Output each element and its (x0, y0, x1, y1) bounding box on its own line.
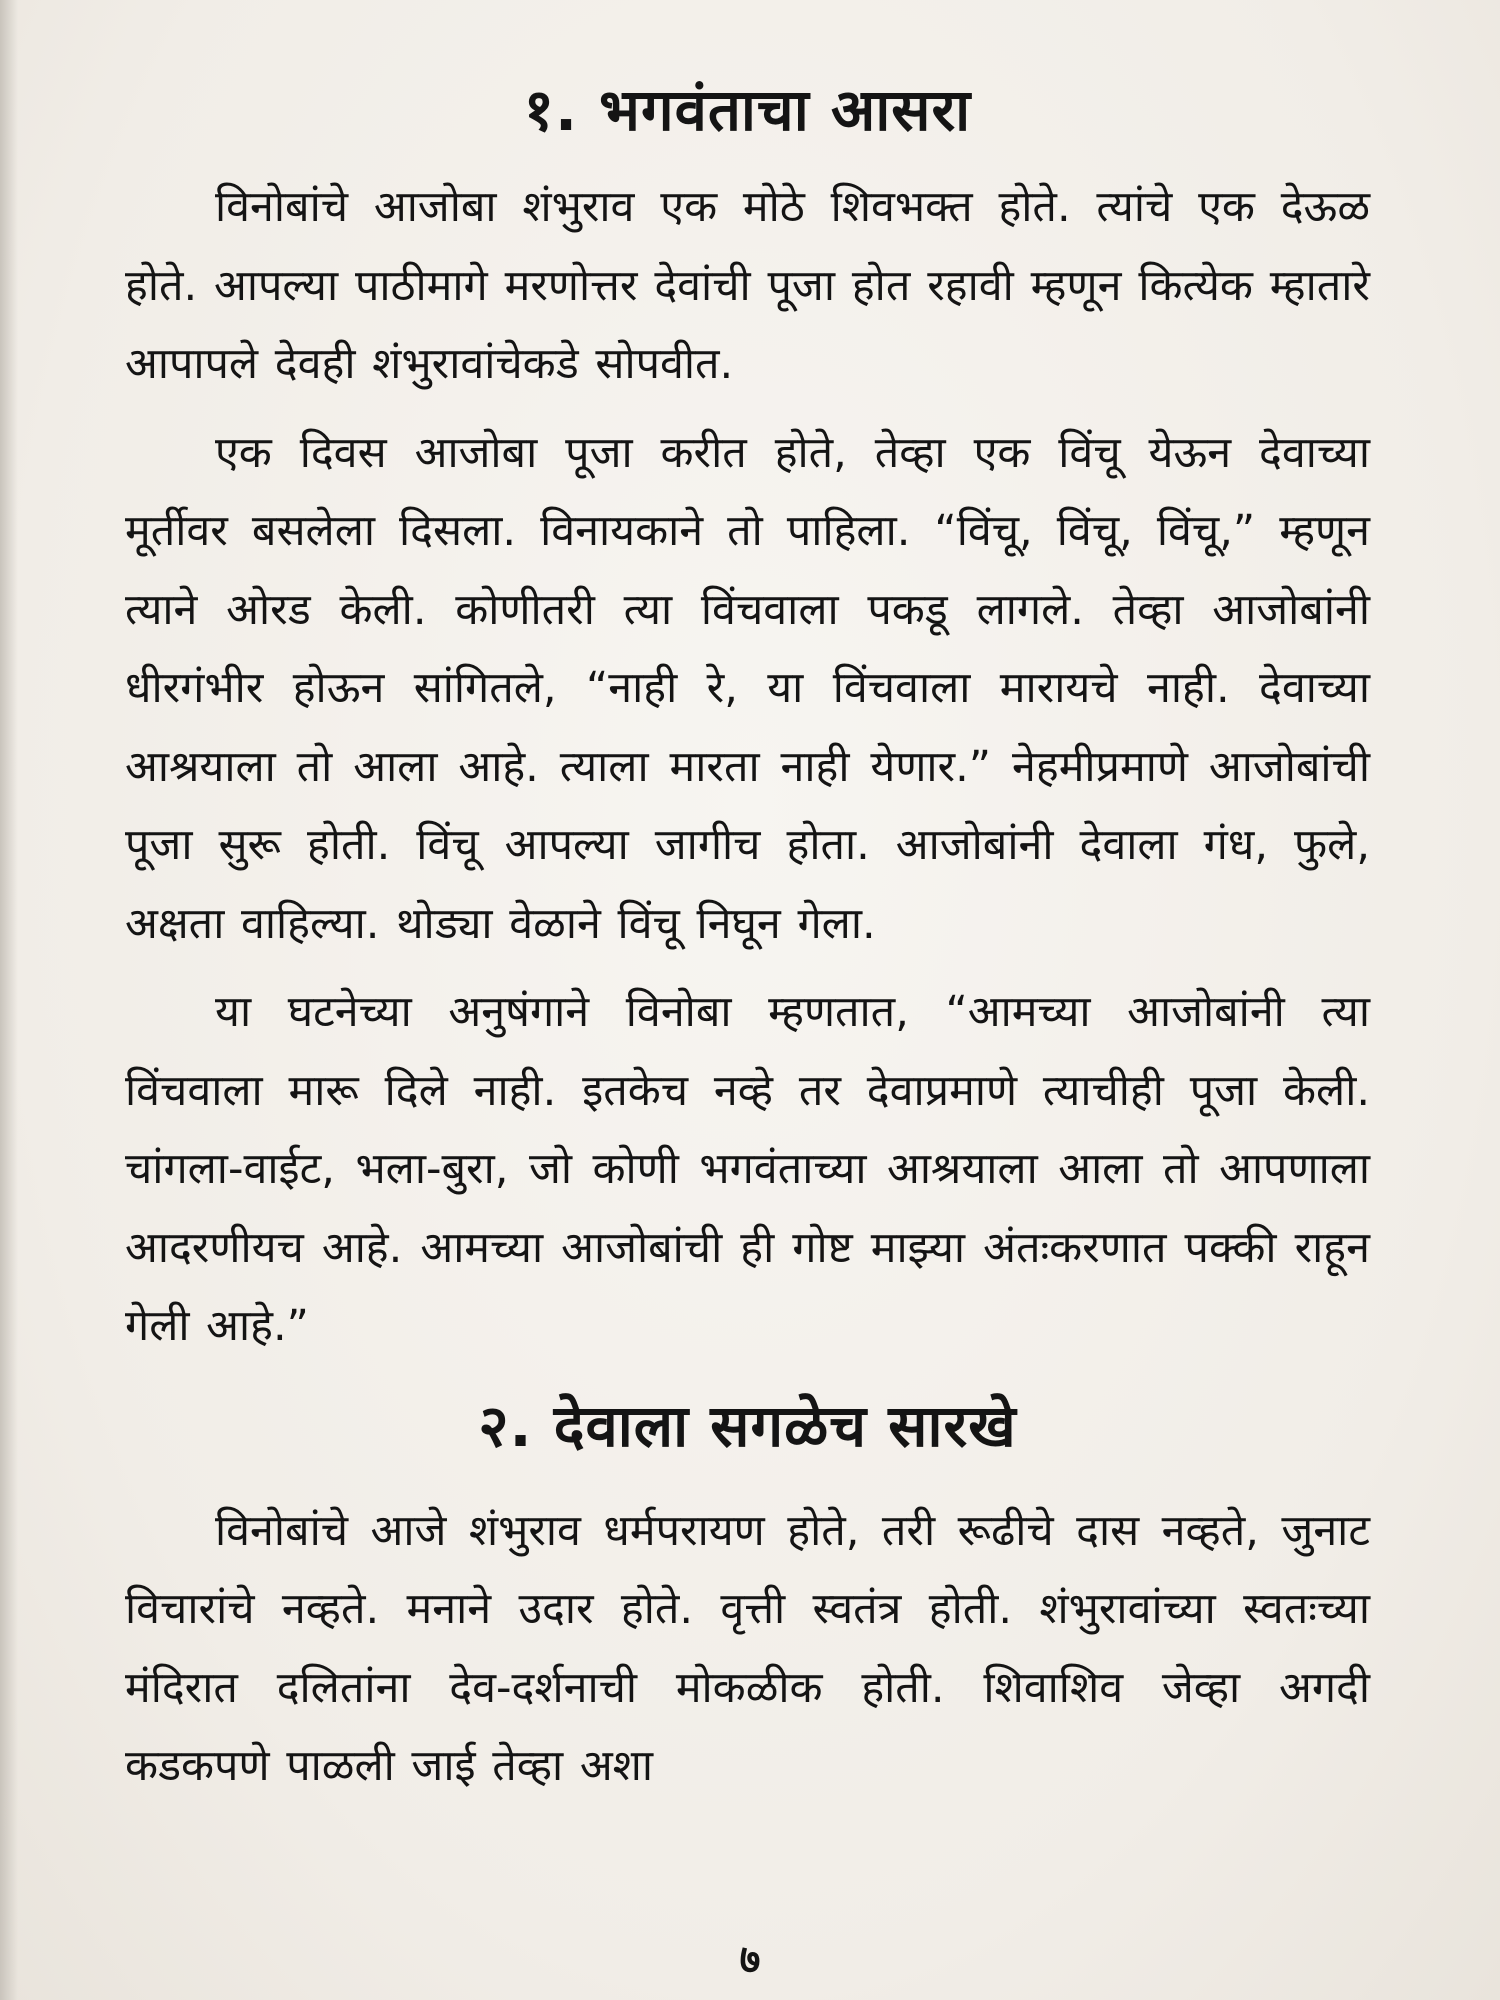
chapter-1-paragraph-1: विनोबांचे आजोबा शंभुराव एक मोठे शिवभक्त होते. त्यांचे एक देऊळ होते. आपल्या पाठीमागे मरणोत्तर देवांची पूजा होत रहावी म्हणून कित्येक म्हातारे आपापले देवही शंभुरावांचेकडे सोपवीत. (125, 182, 1370, 389)
page-content (125, 70, 1370, 1816)
page-edge-shadow (0, 0, 18, 2000)
page-number: ७ (739, 1937, 761, 1983)
chapter-1-heading: १. भगवंताचा आसरा (523, 76, 972, 144)
chapter-2-paragraph-1: विनोबांचे आजे शंभुराव धर्मपरायण होते, तरी रूढीचे दास नव्हते, जुनाट विचारांचे नव्हते. मनाने उदार होते. वृत्ती स्वतंत्र होती. शंभुरावांच्या स्वतःच्या मंदिरात दलितांना देव-दर्शनाची मोकळीक होती. शिवाशिव जेव्हा अगदी कडकपणे पाळली जाई तेव्हा अशा (125, 1505, 1370, 1791)
chapter-2-heading: २. देवाला सगळेच सारखे (478, 1391, 1017, 1460)
chapter-1-paragraph-2: एक दिवस आजोबा पूजा करीत होते, तेव्हा एक विंचू येऊन देवाच्या मूर्तीवर बसलेला दिसला. विनायकाने तो पाहिला. “विंचू, विंचू, विंचू,” म्हणून त्याने ओरड केली. कोणीतरी त्या विंचवाला पकडू लागले. तेव्हा आजोबांनी धीरगंभीर होऊन सांगितले, “नाही रे, या विंचवाला मारायचे नाही. देवाच्या आश्रयाला तो आला आहे. त्याला मारता नाही येणार.” नेहमीप्रमाणे आजोबांची पूजा सुरू होती. विंचू आपल्या जागीच होता. आजोबांनी देवाला गंध, फुले, अक्षता वाहिल्या. थोड्या वेळाने विंचू निघून गेला. (125, 427, 1370, 949)
chapter-1-paragraph-3: या घटनेच्या अनुषंगाने विनोबा म्हणतात, “आमच्या आजोबांनी त्या विंचवाला मारू दिले नाही. इतकेच नव्हे तर देवाप्रमाणे त्याचीही पूजा केली. चांगला-वाईट, भला-बुरा, जो कोणी भगवंताच्या आश्रयाला आला तो आपणाला आदरणीयच आहे. आमच्या आजोबांची ही गोष्ट माझ्या अंतःकरणात पक्की राहून गेली आहे.” (125, 987, 1370, 1351)
